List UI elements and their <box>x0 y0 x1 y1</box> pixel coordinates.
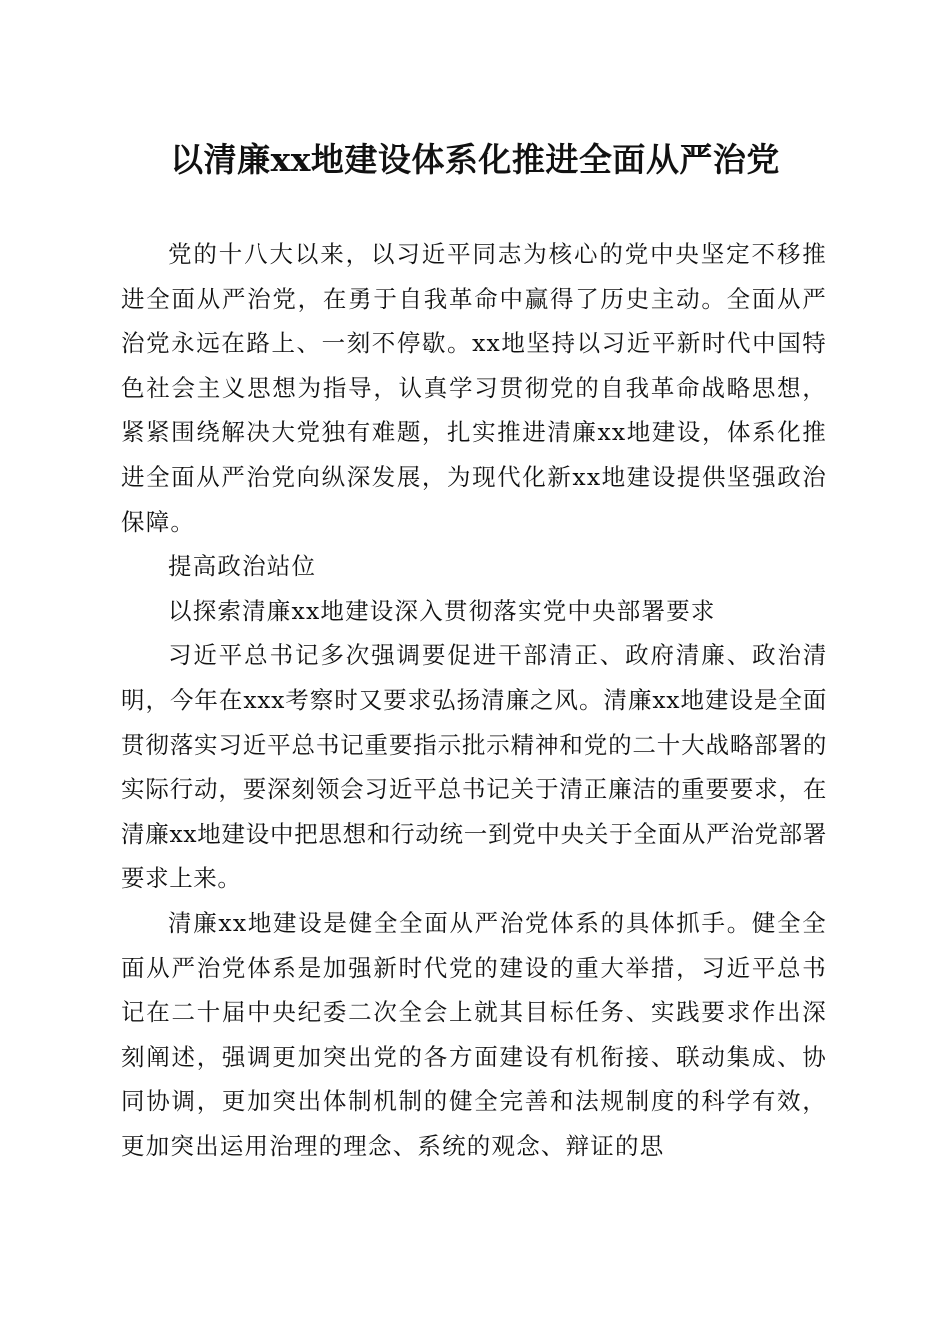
paragraph-system: 清廉xx地建设是健全全面从严治党体系的具体抓手。健全全面从严治党体系是加强新时代党的建设的重大举措，习近平总书记在二十届中央纪委二次全会上就其目标任务、实践要求作出深刻阐述，强调更加突出党的各方面建设有机衔接、联动集成、协同协调，更加突出体制机制的健全完善和法规制度的科学有效，更加突出运用治理的理念、系统的观念、辩证的思 <box>121 908 827 1160</box>
paragraph-intro: 党的十八大以来，以习近平同志为核心的党中央坚定不移推进全面从严治党，在勇于自我革命中赢得了历史主动。全面从严治党永远在路上、一刻不停歇。xx地坚持以习近平新时代中国特色社会主义思想为指导，认真学习贯彻党的自我革命战略思想，紧紧围绕解决大党独有难题，扎实推进清廉xx地建设，体系化推进全面从严治党向纵深发展，为现代化新xx地建设提供坚强政治保障。 <box>121 240 827 536</box>
document-body <box>121 232 827 1168</box>
document-title: 以清廉xx地建设体系化推进全面从严治党 <box>170 140 780 179</box>
paragraph-requirements: 习近平总书记多次强调要促进干部清正、政府清廉、政治清明，今年在xxx考察时又要求弘扬清廉之风。清廉xx地建设是全面贯彻落实习近平总书记重要指示批示精神和党的二十大战略部署的实际行动，要深刻领会习近平总书记关于清正廉洁的重要要求，在清廉xx地建设中把思想和行动统一到党中央关于全面从严治党部署要求上来。 <box>121 641 827 893</box>
section-subheading: 以探索清廉xx地建设深入贯彻落实党中央部署要求 <box>168 596 716 625</box>
section-heading: 提高政治站位 <box>168 552 317 581</box>
